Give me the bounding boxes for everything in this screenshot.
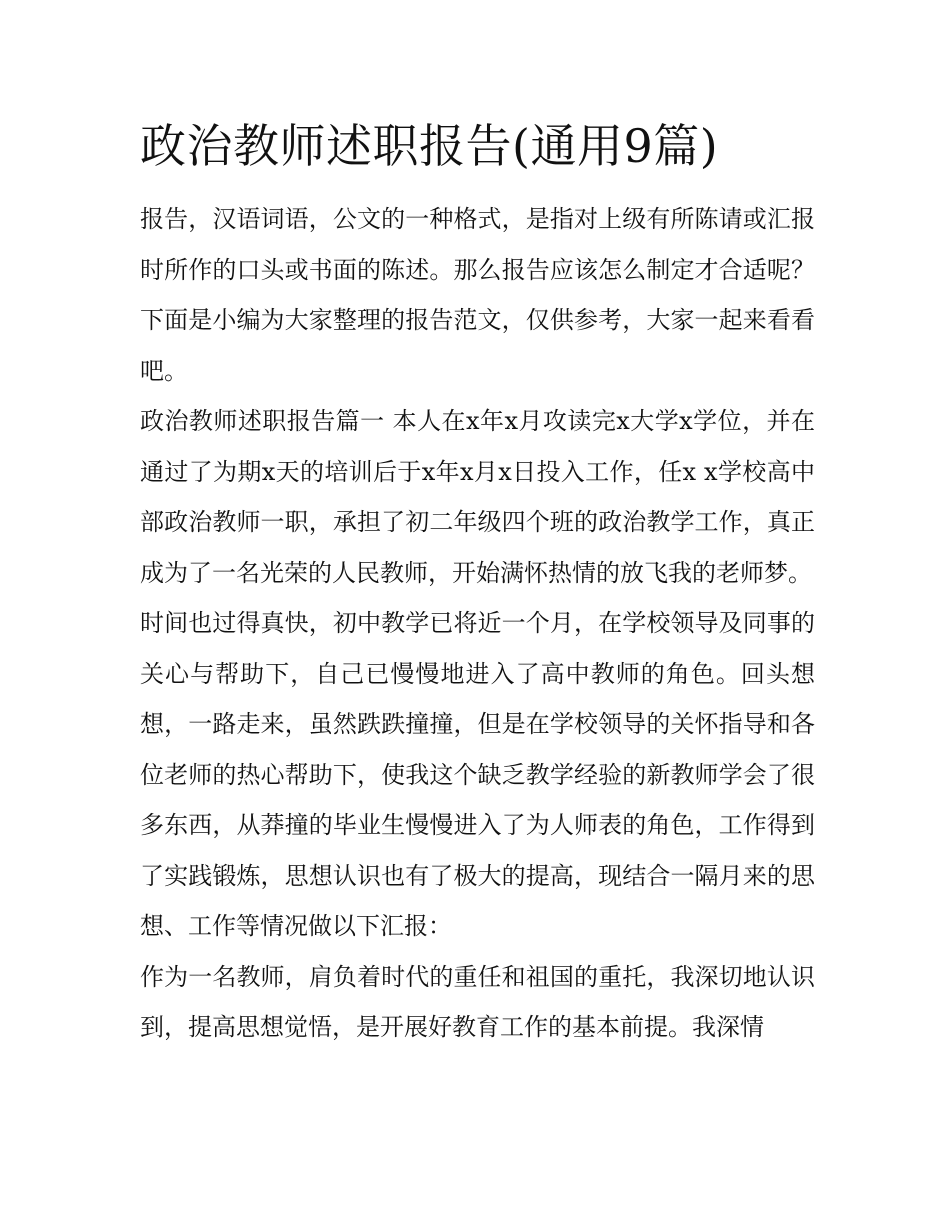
body-paragraph-1: 政治教师述职报告篇一 本人在x年x月攻读完x大学x学位，并在通过了为期x天的培训后于x年x月x日投入工作，任x x学校高中部政治教师一职，承担了初二年级四个班的政治教学工作，真正成为了一名光荣的人民教师，开始满怀热情的放飞我的老师梦。 <box>140 407 815 587</box>
body-paragraph-3: 作为一名教师，肩负着时代的重任和祖国的重托，我深切地认识到，提高思想觉悟，是开展好教育工作的基本前提。我深情 <box>140 962 815 1041</box>
body-paragraph-2: 时间也过得真快，初中教学已将近一个月，在学校领导及同事的关心与帮助下，自己已慢慢地进入了高中教师的角色。回头想想，一路走来，虽然跌跌撞撞，但是在学校领导的关怀指导和各位老师的热心帮助下，使我这个缺乏教学经验的新教师学会了很多东西，从莽撞的毕业生慢慢进入了为人师表的角色，工作得到了实践锻炼，思想认识也有了极大的提高，现结合一隔月来的思想、工作等情况做以下汇报： <box>140 609 815 940</box>
document-title: 政治教师述职报告(通用9篇) <box>140 119 719 173</box>
document-page <box>140 110 815 1053</box>
intro-paragraph: 报告，汉语词语，公文的一种格式，是指对上级有所陈请或汇报时所作的口头或书面的陈述。那么报告应该怎么制定才合适呢？下面是小编为大家整理的报告范文，仅供参考，大家一起来看看吧。 <box>140 205 815 385</box>
